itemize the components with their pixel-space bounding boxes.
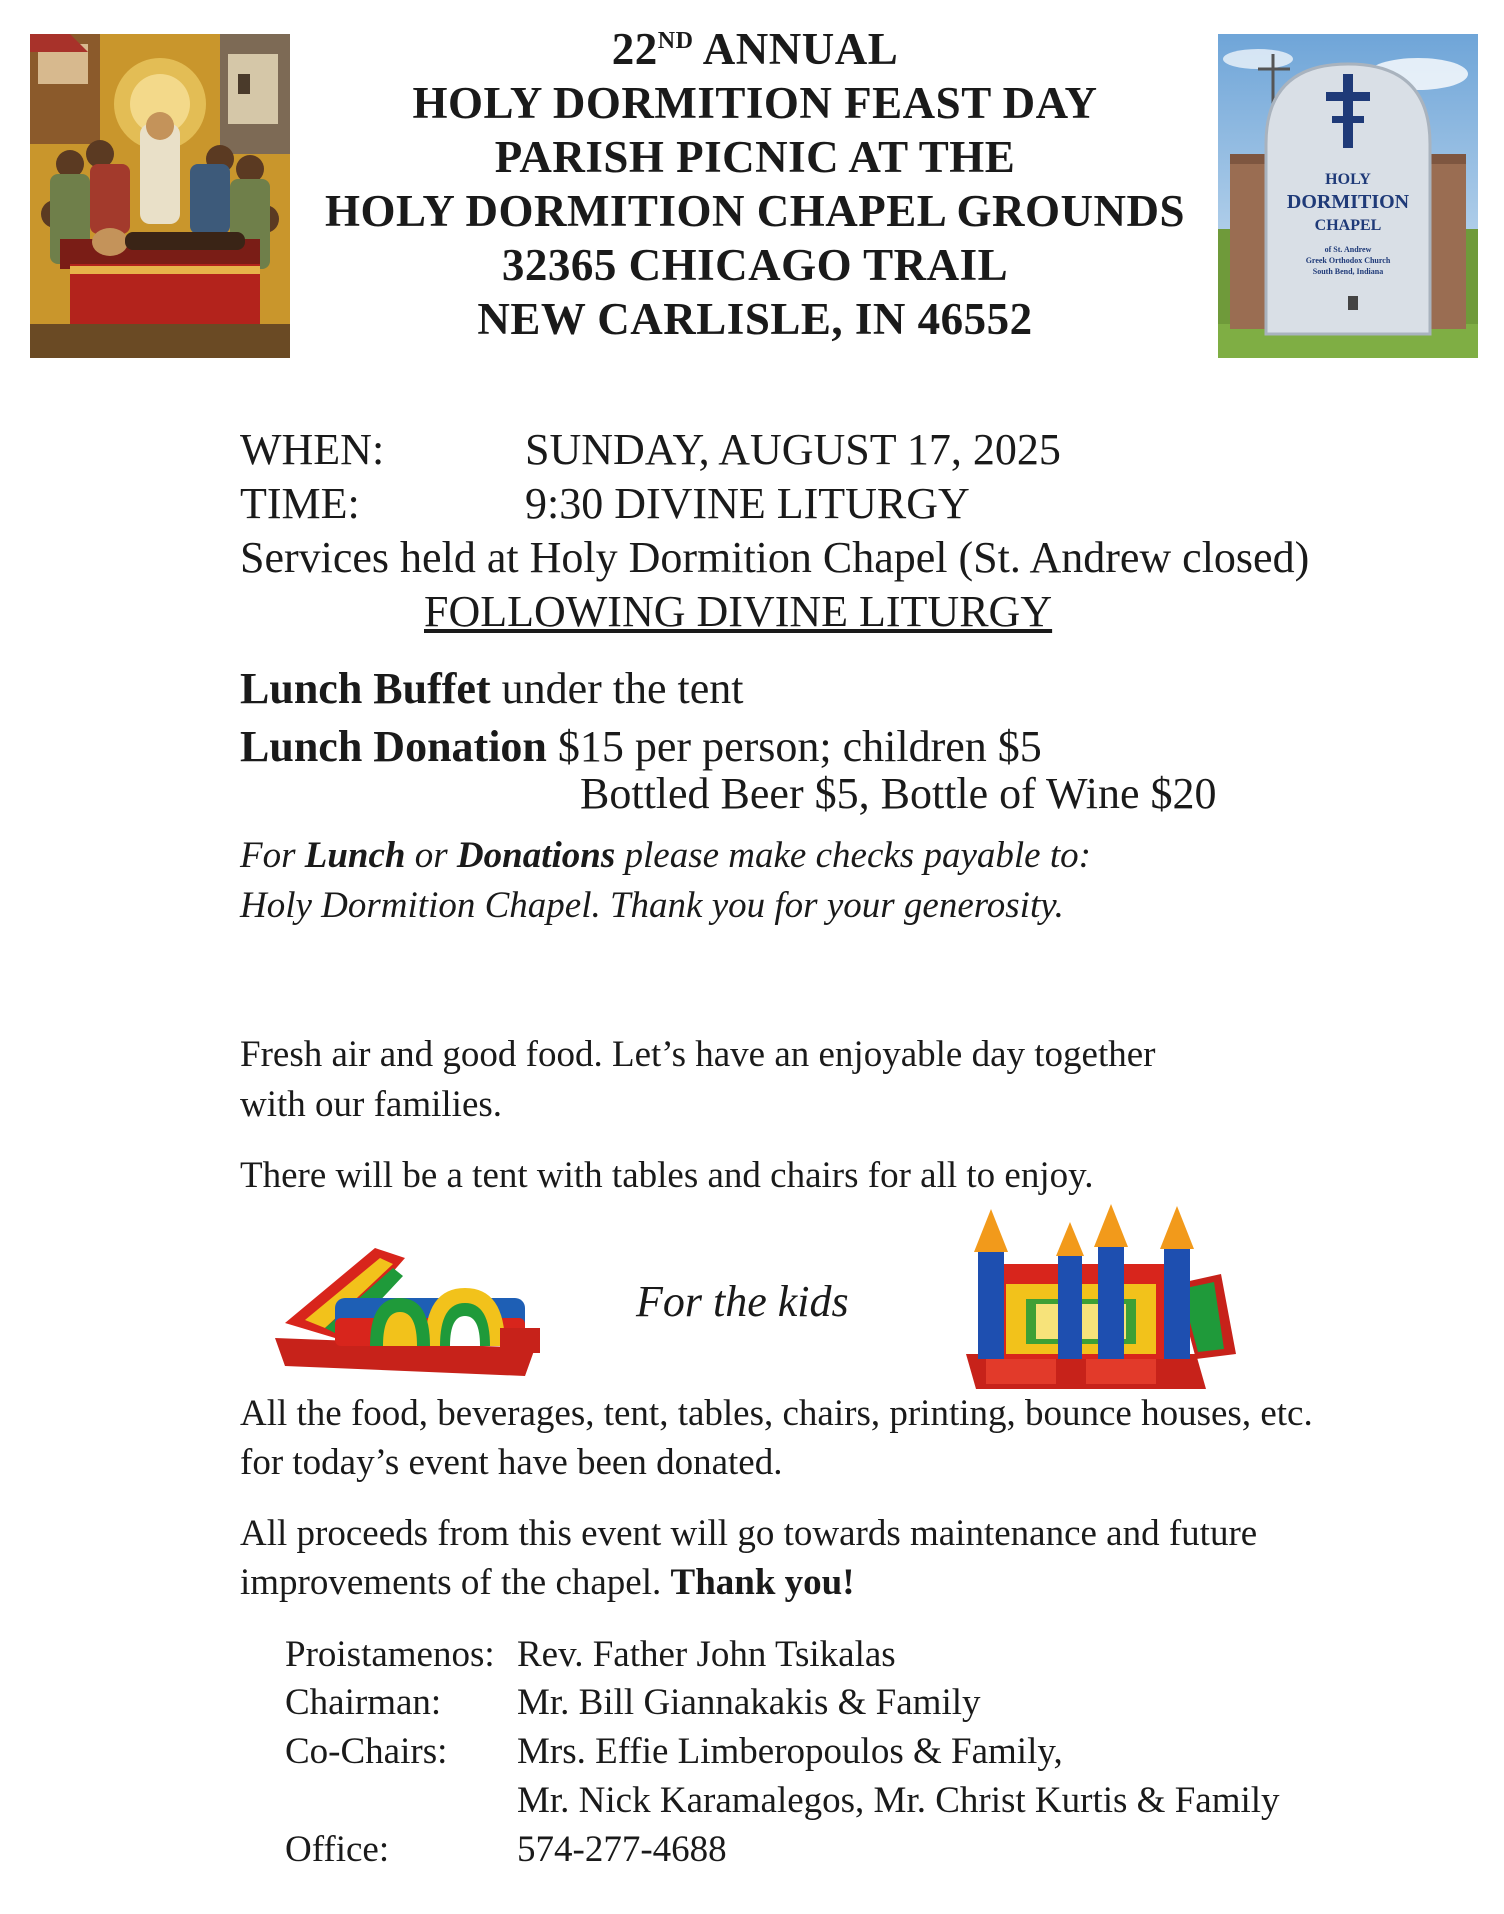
checks-note-line-2: Holy Dormition Chapel. Thank you for your generosity.: [240, 885, 1064, 926]
lunch-buffet-line: [240, 663, 744, 714]
for-kids-caption: For the kids: [636, 1277, 849, 1326]
sign-text-church: Greek Orthodox Church: [1305, 256, 1391, 265]
event-date: SUNDAY, AUGUST 17, 2025: [525, 425, 1061, 474]
proceeds-line-2: [240, 1561, 855, 1604]
credit-value-co-chairs-1: Mrs. Effie Limberopoulos & Family,: [517, 1731, 1063, 1772]
sign-text-location: South Bend, Indiana: [1312, 267, 1384, 276]
credit-label-office: Office:: [285, 1829, 390, 1870]
checks-text-for: For: [240, 835, 305, 876]
fresh-air-line-2: with our families.: [240, 1084, 503, 1125]
donated-line-2: for today’s event have been donated.: [240, 1442, 783, 1483]
event-time: 9:30 DIVINE LITURGY: [525, 479, 970, 528]
lunch-donation-line: [240, 721, 1042, 772]
checks-note-line-1: [240, 834, 1091, 877]
title-line-1: [300, 22, 1210, 76]
proceeds-text: improvements of the chapel.: [240, 1562, 671, 1603]
lunch-donation-price: $15 per person; children $5: [546, 722, 1042, 771]
lunch-buffet-label: Lunch Buffet: [240, 664, 491, 713]
drinks-price: Bottled Beer $5, Bottle of Wine $20: [580, 769, 1217, 818]
when-label: WHEN:: [240, 425, 385, 474]
title-address: 32365 CHICAGO TRAIL: [501, 240, 1009, 290]
office-phone: 574-277-4688: [517, 1829, 727, 1870]
credit-value-co-chairs-2: Mr. Nick Karamalegos, Mr. Christ Kurtis & Family: [517, 1780, 1280, 1821]
chapel-sign-photo: [1218, 34, 1478, 358]
donated-line-1: All the food, beverages, tent, tables, chairs, printing, bounce houses, etc.: [240, 1393, 1313, 1434]
fresh-air-line-1: Fresh air and good food. Let’s have an enjoyable day together: [240, 1034, 1156, 1075]
credit-label-proistamenos: Proistamenos:: [285, 1634, 495, 1675]
checks-text-donations: Donations: [456, 835, 616, 876]
lunch-donation-label: Lunch Donation: [240, 722, 547, 771]
title-line-2: HOLY DORMITION FEAST DAY: [412, 78, 1098, 128]
title-city: NEW CARLISLE, IN 46552: [477, 294, 1033, 344]
title-ordinal: 22: [611, 24, 658, 74]
sign-text-of-st-andrew: of St. Andrew: [1324, 245, 1372, 254]
credit-label-chairman: Chairman:: [285, 1682, 442, 1723]
bounce-house-image: [966, 1204, 1236, 1394]
services-note: Services held at Holy Dormition Chapel (St. Andrew closed): [240, 533, 1310, 582]
title-annual: ANNUAL: [693, 24, 899, 74]
sign-text-holy: HOLY: [1325, 171, 1371, 188]
credit-label-co-chairs: Co-Chairs:: [285, 1731, 448, 1772]
title-line-3: PARISH PICNIC AT THE: [494, 132, 1016, 182]
sign-text-dormition: DORMITION: [1286, 191, 1410, 213]
dormition-icon-image: [30, 34, 290, 358]
title-line-4: HOLY DORMITION CHAPEL GROUNDS: [324, 186, 1186, 236]
thank-you-text: Thank you!: [670, 1562, 855, 1603]
tent-note: There will be a tent with tables and chairs for all to enjoy.: [240, 1155, 1094, 1196]
title-ordinal-suffix: ND: [657, 28, 694, 54]
following-liturgy-heading: FOLLOWING DIVINE LITURGY: [424, 587, 1053, 636]
sign-text-chapel: CHAPEL: [1314, 217, 1382, 234]
checks-text-payable: please make checks payable to:: [615, 835, 1091, 876]
credit-value-chairman: Mr. Bill Giannakakis & Family: [517, 1682, 981, 1723]
credit-value-proistamenos: Rev. Father John Tsikalas: [517, 1634, 896, 1675]
event-title: [300, 22, 1210, 346]
obstacle-course-inflatable-image: [275, 1228, 540, 1376]
checks-text-lunch: Lunch: [304, 835, 406, 876]
lunch-buffet-text: under the tent: [490, 664, 744, 713]
proceeds-line-1: All proceeds from this event will go towards maintenance and future: [240, 1513, 1258, 1554]
checks-text-or: or: [405, 835, 457, 876]
time-label: TIME:: [240, 479, 360, 528]
